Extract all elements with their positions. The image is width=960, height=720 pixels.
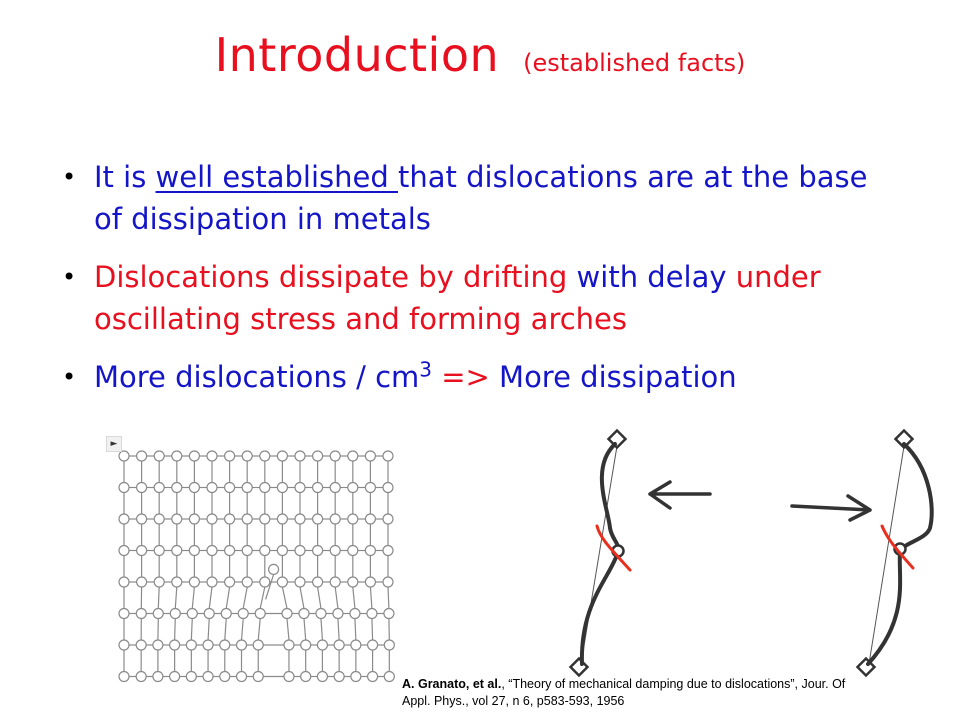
lattice-atom — [368, 672, 378, 682]
lattice-atom — [220, 640, 230, 650]
bullet-1-post: that dislocations are at the base of dissipation in metals — [94, 160, 868, 236]
bullet-1 — [62, 156, 902, 240]
lattice-atom — [203, 640, 213, 650]
lattice-bond — [338, 619, 339, 641]
lattice-atom — [136, 640, 146, 650]
lattice-atom — [348, 546, 358, 556]
lattice-atom — [154, 451, 164, 461]
lattice-atom — [277, 546, 287, 556]
pinned-dislocation-arches-diagram — [560, 428, 960, 688]
lattice-bond — [175, 619, 176, 641]
lattice-atom — [207, 577, 217, 587]
lattice-atom — [137, 577, 147, 587]
lattice-atom — [207, 451, 217, 461]
lattice-bond — [304, 619, 306, 641]
lattice-atom — [172, 546, 182, 556]
lattice-atom — [348, 483, 358, 493]
right-arch-group — [792, 431, 932, 676]
lattice-atom — [237, 640, 247, 650]
lattice-atom — [207, 546, 217, 556]
lattice-bond — [175, 587, 177, 609]
lattice-bond — [243, 587, 247, 609]
lattice-bond — [287, 619, 289, 641]
lattice-atom — [237, 672, 247, 682]
lattice-atom — [154, 483, 164, 493]
lattice-bond — [192, 587, 194, 609]
lattice-atom — [383, 451, 393, 461]
lattice-atom — [172, 514, 182, 524]
lattice-bond — [282, 587, 287, 609]
lattice-bond — [353, 587, 355, 609]
lattice-atom — [189, 577, 199, 587]
right-arrow-icon — [792, 496, 870, 520]
bullet-1-underlined: well established — [155, 160, 398, 194]
lattice-atom — [153, 672, 163, 682]
title-main: Introduction — [214, 28, 500, 82]
lattice-atom — [172, 451, 182, 461]
lattice-atom — [119, 672, 129, 682]
lattice-bond — [370, 587, 372, 609]
lattice-atom — [365, 546, 375, 556]
play-icon[interactable]: ► — [106, 436, 122, 452]
lattice-bond — [225, 619, 226, 641]
lattice-atom — [119, 483, 129, 493]
lattice-atom — [260, 514, 270, 524]
lattice-atom — [137, 546, 147, 556]
lattice-atom — [330, 483, 340, 493]
lattice-bond — [209, 587, 212, 609]
bullet-2-blue: with delay — [567, 260, 727, 294]
lattice-atom — [313, 577, 323, 587]
bullet-3-sup: 3 — [419, 357, 432, 382]
lattice-atom — [255, 609, 265, 619]
lattice-atom — [187, 609, 197, 619]
lattice-atom — [350, 609, 360, 619]
lattice-atom — [189, 514, 199, 524]
lattice-atom — [154, 577, 164, 587]
lattice-atom — [333, 609, 343, 619]
lattice-atom — [260, 451, 270, 461]
lattice-atom — [330, 451, 340, 461]
lattice-atom — [260, 546, 270, 556]
bullet-3-blue2: More dissipation — [499, 360, 737, 394]
title-subtitle: (established facts) — [523, 49, 746, 77]
lattice-atom — [330, 577, 340, 587]
lattice-atom — [186, 640, 196, 650]
lattice-atom — [383, 546, 393, 556]
lattice-atom — [348, 514, 358, 524]
lattice-atom — [260, 577, 270, 587]
lattice-bond — [226, 587, 229, 609]
lattice-bond — [355, 619, 356, 641]
lattice-bond — [191, 619, 192, 641]
bullet-dot-icon: • — [62, 163, 77, 191]
slide-title — [0, 28, 960, 82]
lattice-atom — [137, 514, 147, 524]
lattice-atom — [383, 514, 393, 524]
lattice-atom — [313, 483, 323, 493]
lattice-atom — [316, 609, 326, 619]
lattice-atom — [277, 483, 287, 493]
lattice-atom — [137, 483, 147, 493]
lattice-bond — [388, 587, 389, 609]
left-reference-line — [580, 440, 618, 670]
lattice-atom — [351, 672, 361, 682]
citation-authors: A. Granato, et al. — [402, 677, 502, 691]
lattice-atom — [242, 546, 252, 556]
lattice-atom — [253, 640, 263, 650]
lattice-atom — [299, 609, 309, 619]
lattice-atom — [225, 451, 235, 461]
lattice-atom — [154, 514, 164, 524]
bullet-2-red2: under oscillating stress and forming arches — [94, 260, 821, 336]
lattice-bond — [318, 587, 321, 609]
bullet-3-arrow: => — [432, 360, 500, 394]
extra-half-plane-atom — [269, 564, 279, 574]
lattice-atom — [282, 609, 292, 619]
lattice-atom — [384, 609, 394, 619]
lattice-atom — [253, 672, 263, 682]
lattice-atom — [367, 609, 377, 619]
left-top-pin-icon — [609, 431, 626, 448]
lattice-bond — [242, 619, 244, 641]
lattice-atom — [334, 672, 344, 682]
left-arrow-icon — [650, 482, 710, 508]
lattice-atom — [260, 483, 270, 493]
lattice-atom — [365, 451, 375, 461]
bullet-dot-icon: • — [62, 263, 77, 291]
lattice-atom — [203, 672, 213, 682]
lattice-atom — [301, 672, 311, 682]
bullet-2-red1: Dislocations dissipate by drifting — [94, 260, 568, 294]
lattice-atom — [220, 672, 230, 682]
lattice-atom — [365, 514, 375, 524]
lattice-atom — [207, 483, 217, 493]
bullet-3 — [62, 356, 902, 398]
lattice-atom — [330, 514, 340, 524]
lattice-atom — [277, 514, 287, 524]
lattice-atom — [383, 483, 393, 493]
lattice-bond — [335, 587, 338, 609]
lattice-atom — [119, 577, 129, 587]
lattice-atom — [317, 672, 327, 682]
lattice-atom — [384, 640, 394, 650]
lattice-atom — [189, 546, 199, 556]
lattice-atom — [368, 640, 378, 650]
lattice-atom — [317, 640, 327, 650]
lattice-atom — [172, 483, 182, 493]
lattice-bond — [208, 619, 209, 641]
lattice-atom — [313, 514, 323, 524]
lattice-atom — [301, 640, 311, 650]
lattice-atom — [295, 451, 305, 461]
lattice-bond — [158, 587, 159, 609]
lattice-atom — [295, 514, 305, 524]
bullet-dot-icon: • — [62, 363, 77, 391]
lattice-atom — [189, 483, 199, 493]
bullet-list — [62, 156, 902, 414]
lattice-atom — [153, 609, 163, 619]
lattice-atom — [225, 483, 235, 493]
lattice-bond — [321, 619, 322, 641]
lattice-atom — [137, 451, 147, 461]
lattice-atom — [136, 672, 146, 682]
lattice-atom — [170, 640, 180, 650]
lattice-atom — [242, 451, 252, 461]
bullet-3-blue1: More dislocations / cm — [94, 360, 420, 394]
lattice-atom — [348, 451, 358, 461]
left-arch-group — [571, 431, 710, 676]
lattice-atom — [348, 577, 358, 587]
lattice-atom — [313, 546, 323, 556]
lattice-bond — [260, 587, 265, 609]
left-bottom-pin-icon — [571, 659, 588, 676]
lattice-atom — [154, 546, 164, 556]
lattice-atom — [136, 609, 146, 619]
citation — [402, 676, 852, 710]
lattice-atom — [384, 672, 394, 682]
lattice-atom — [334, 640, 344, 650]
lattice-atom — [186, 672, 196, 682]
lattice-atom — [153, 640, 163, 650]
lattice-atom — [204, 609, 214, 619]
dislocation-lattice-diagram — [106, 436, 414, 694]
bullet-1-pre: It is — [94, 160, 156, 194]
lattice-atom — [365, 483, 375, 493]
lattice-atom — [242, 483, 252, 493]
lattice-atom — [277, 451, 287, 461]
lattice-atom — [295, 546, 305, 556]
lattice-atom — [330, 546, 340, 556]
lattice-atom — [225, 546, 235, 556]
lattice-atom — [284, 640, 294, 650]
lattice-bond — [258, 619, 260, 641]
lattice-bond — [372, 619, 373, 641]
lattice-atom — [383, 577, 393, 587]
lattice-atom — [225, 577, 235, 587]
lattice-atom — [295, 577, 305, 587]
lattice-bond — [300, 587, 304, 609]
lattice-atom — [170, 609, 180, 619]
lattice-atom — [351, 640, 361, 650]
lattice-atom — [170, 672, 180, 682]
lattice-atom — [365, 577, 375, 587]
lattice-atom — [284, 672, 294, 682]
lattice-atom — [119, 609, 129, 619]
lattice-atom — [238, 609, 248, 619]
lattice-atom — [225, 514, 235, 524]
lattice-atom — [295, 483, 305, 493]
lattice-atom — [313, 451, 323, 461]
lattice-atom — [119, 546, 129, 556]
lattice-atom — [242, 514, 252, 524]
lattice-atom — [221, 609, 231, 619]
lattice-atom — [207, 514, 217, 524]
citation-text: , “Theory of mechanical damping due to dislocations”, Jour. Of Appl. Phys., vol 27, n 6, p583-593, 1956 — [402, 677, 846, 708]
lattice-atom — [119, 514, 129, 524]
bullet-2 — [62, 256, 902, 340]
lattice-atom — [277, 577, 287, 587]
lattice-atom — [242, 577, 252, 587]
lattice-atom — [119, 640, 129, 650]
lattice-atom — [172, 577, 182, 587]
lattice-atom — [189, 451, 199, 461]
lattice-atom — [119, 451, 129, 461]
